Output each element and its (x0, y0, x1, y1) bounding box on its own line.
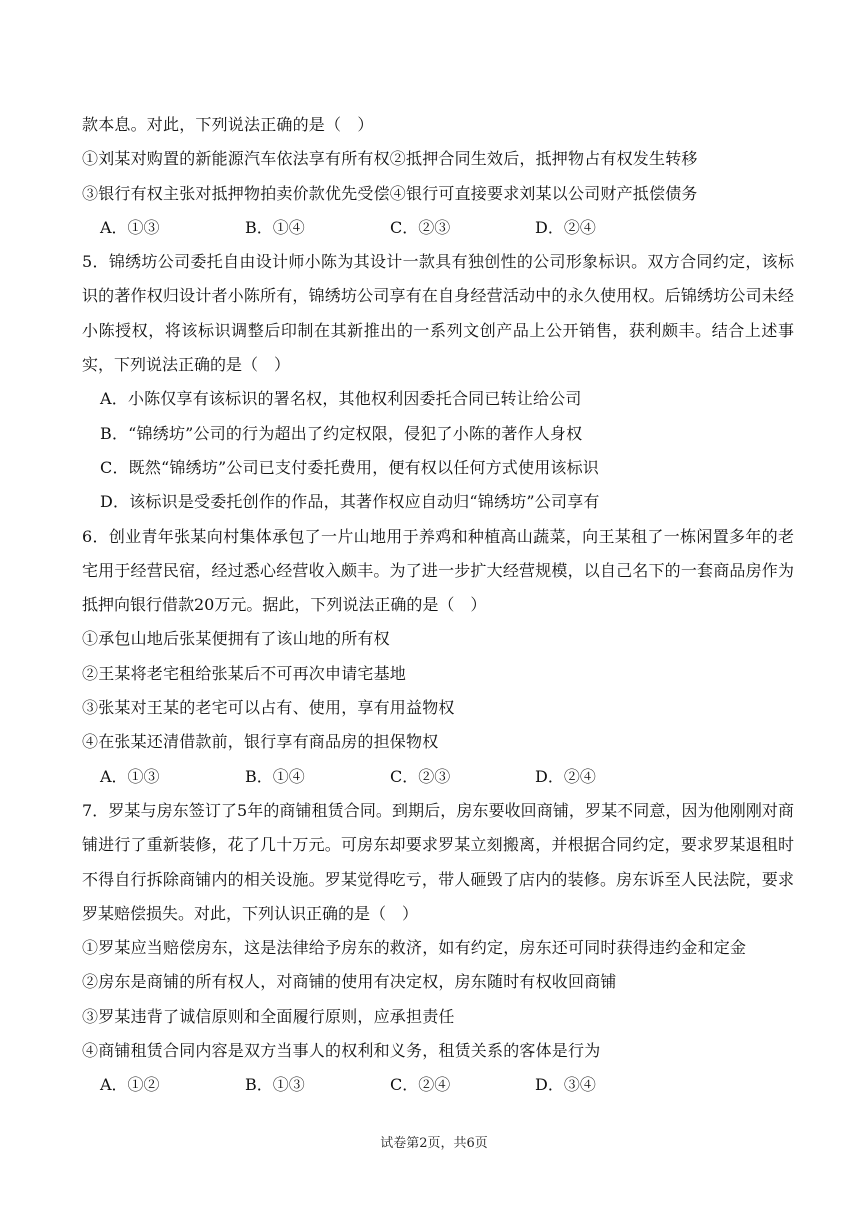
q4-statement-1-2: ①刘某对购置的新能源汽车依法享有所有权②抵押合同生效后，抵押物占有权发生转移 (82, 149, 698, 169)
page-footer: 试卷第2页，共6页 (380, 1136, 488, 1151)
q7-statement-1: ①罗某应当赔偿房东，这是法律给予房东的救济，如有约定，房东还可同时获得违约金和定金 (82, 938, 747, 958)
q7-option-a: A．①② (100, 1075, 160, 1095)
q6-statement-1: ①承包山地后张某便拥有了该山地的所有权 (82, 629, 390, 649)
q4-option-b: B．①④ (245, 217, 305, 237)
q7-statement-4: ④商铺租赁合同内容是双方当事人的权利和义务，租赁关系的客体是行为 (82, 1041, 601, 1061)
q6-option-d: D．②④ (535, 766, 596, 786)
q5-option-a: A．小陈仅享有该标识的署名权，其他权利因委托合同已转让给公司 (100, 389, 582, 409)
q5-stem: 5．锦绣坊公司委托自由设计师小陈为其设计一款具有独创性的公司形象标识。双方合同约定，该标识的著作权归设计者小陈所有，锦绣坊公司享有在自身经营活动中的永久使用权。后锦绣坊公司未经小陈授权，将该标识调整后印制在其新推出的一系列文创产品上公开销售，获利颇丰。结合上述事实，下列说法正确的是（ ） (82, 252, 794, 375)
q6-option-b: B．①④ (245, 766, 305, 786)
q5-option-b: B．“锦绣坊”公司的行为超出了约定权限，侵犯了小陈的著作人身权 (100, 423, 583, 443)
q6-options (82, 760, 794, 794)
q6-option-c: C．②③ (390, 766, 451, 786)
q4-options (82, 211, 794, 245)
q4-option-c: C．②③ (390, 217, 451, 237)
q7-statement-2: ②房东是商铺的所有权人，对商铺的使用有决定权，房东随时有权收回商铺 (82, 972, 617, 992)
q4-statement-3-4: ③银行有权主张对抵押物拍卖价款优先受偿④银行可直接要求刘某以公司财产抵偿债务 (82, 183, 698, 203)
q6-statement-2: ②王某将老宅租给张某后不可再次申请宅基地 (82, 663, 407, 683)
q7-options (82, 1068, 794, 1102)
q7-option-c: C．②④ (390, 1075, 451, 1095)
q5-option-d: D．该标识是受委托创作的作品，其著作权应自动归“锦绣坊”公司享有 (100, 492, 600, 512)
q7-option-b: B．①③ (245, 1075, 305, 1095)
q6-statement-4: ④在张某还清借款前，银行享有商品房的担保物权 (82, 732, 439, 752)
q6-statement-3: ③张某对王某的老宅可以占有、使用，享有用益物权 (82, 698, 455, 718)
q4-stem-tail: 款本息。对此，下列说法正确的是（ ） (82, 115, 374, 134)
page-content (82, 108, 794, 1103)
q7-stem: 7．罗某与房东签订了5年的商铺租赁合同。到期后，房东要收回商铺，罗某不同意，因为他刚刚对商铺进行了重新装修，花了几十万元。可房东却要求罗某立刻搬离，并根据合同约定，要求罗某退租时不得自行拆除商铺内的相关设施。罗某觉得吃亏，带人砸毁了店内的装修。房东诉至人民法院，要求罗某赔偿损失。对此，下列认识正确的是（ ） (82, 800, 794, 923)
q4-option-a: A．①③ (100, 217, 160, 237)
q4-option-d: D．②④ (535, 217, 596, 237)
q7-statement-3: ③罗某违背了诚信原则和全面履行原则，应承担责任 (82, 1006, 455, 1026)
q7-option-d: D．③④ (535, 1075, 596, 1095)
q6-stem: 6．创业青年张某向村集体承包了一片山地用于养鸡和种植高山蔬菜，向王某租了一栋闲置多年的老宅用于经营民宿，经过悉心经营收入颇丰。为了进一步扩大经营规模，以自己名下的一套商品房作为抵押向银行借款20万元。据此，下列说法正确的是（ ） (82, 526, 794, 615)
q6-option-a: A．①③ (100, 766, 160, 786)
q5-option-c: C．既然“锦绣坊”公司已支付委托费用，便有权以任何方式使用该标识 (100, 457, 600, 477)
